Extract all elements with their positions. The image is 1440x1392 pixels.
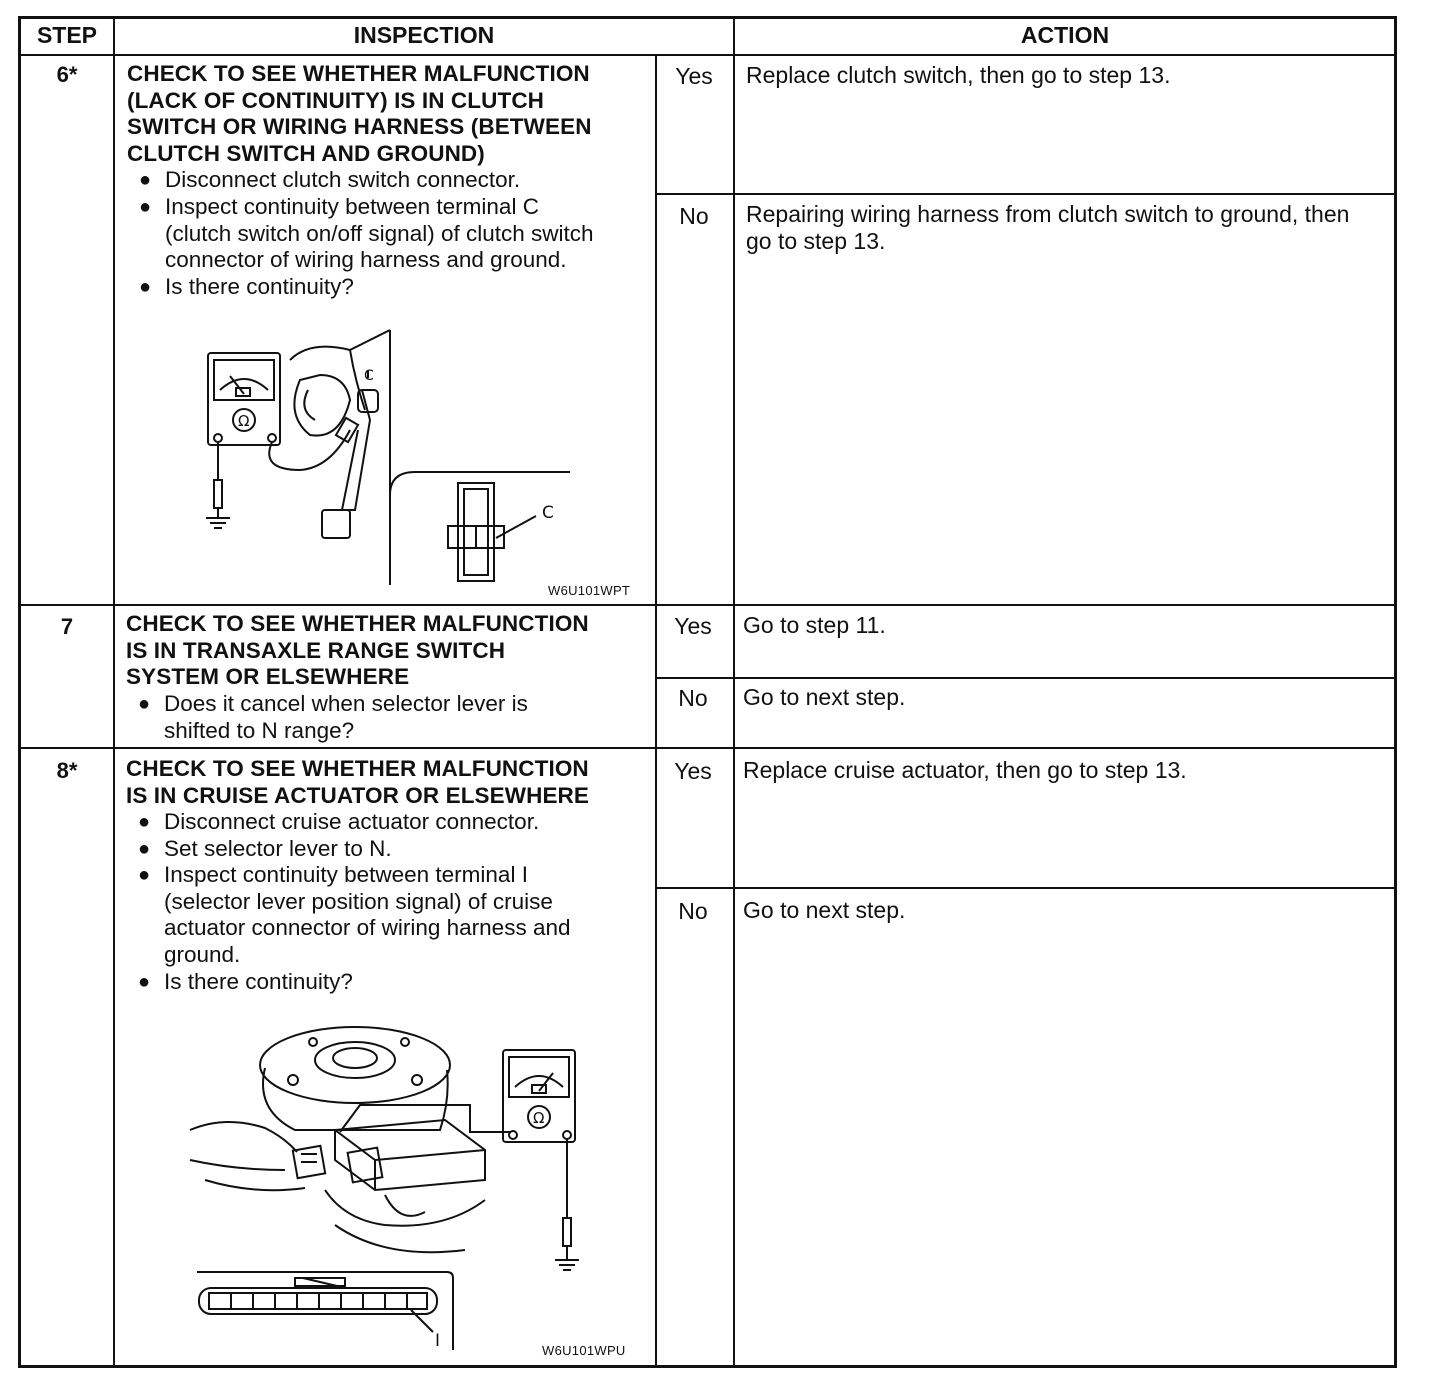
bullet-icon: ● [138,811,151,833]
inspection-bullet: ● Inspect continuity between terminal I (selector lever position signal) of cruise actuator connector of wiring harness and ground. [138,862,571,967]
terminal-c-label: C [542,503,554,523]
no-action: Repairing wiring harness from clutch switch to ground, then go to step 13. [746,201,1350,254]
inspection-title: CHECK TO SEE WHETHER MALFUNCTION (LACK OF CONTINUITY) IS IN CLUTCH SWITCH OR WIRING HARNESS (BETWEEN CLUTCH SWITCH AND GROUND) [127,61,592,166]
step-col-divider [113,16,115,1368]
yes-action: Go to step 11. [743,612,886,638]
inspection-bullet: ● Set selector lever to N. [138,836,392,861]
no-label: No [678,685,708,711]
bullet-icon: ● [139,169,152,191]
yes-label: Yes [674,613,712,639]
yes-no-divider-6 [656,193,1397,195]
cruise-actuator-illustration [185,1020,650,1350]
step-number: 6* [56,62,78,87]
inspection-title: CHECK TO SEE WHETHER MALFUNCTION IS IN CRUISE ACTUATOR OR ELSEWHERE [126,756,590,808]
bullet-icon: ● [138,838,151,860]
ohm-symbol: Ω [533,1109,545,1127]
header-action: ACTION [1020,22,1110,48]
yes-action: Replace clutch switch, then go to step 13. [746,62,1171,88]
inspection-bullet: ● Inspect continuity between terminal C (clutch switch on/off signal) of clutch switch connector of wiring harness and ground. [139,194,594,272]
header-step: STEP [36,22,98,48]
inspection-bullet: ● Disconnect cruise actuator connector. [138,809,540,834]
row-divider-6-7 [18,604,1397,606]
inspection-bullet: ● Disconnect clutch switch connector. [139,167,521,192]
bullet-icon: ● [138,971,151,993]
terminal-c-label: C [364,368,374,384]
step-number: 8* [56,758,78,783]
terminal-i-label: I [435,1331,441,1350]
inspection-action-divider [733,16,735,1368]
yes-no-divider-7 [656,677,1397,679]
no-action: Go to next step. [743,897,906,923]
inspection-bullet: ● Does it cancel when selector lever is shifted to N range? [138,691,528,743]
bullet-icon: ● [139,276,152,298]
figure-code: W6U101WPT [548,583,631,598]
row-divider-7-8 [18,747,1397,749]
no-action: Go to next step. [743,684,906,710]
yes-no-divider-8 [656,887,1397,889]
header-inspection: INSPECTION [353,22,495,48]
inspection-bullet: ● Is there continuity? [138,969,353,994]
inspection-title: CHECK TO SEE WHETHER MALFUNCTION IS IN TRANSAXLE RANGE SWITCH SYSTEM OR ELSEWHERE [126,611,589,689]
clutch-switch-illustration [190,320,650,600]
bullet-icon: ● [139,196,152,218]
bullet-icon: ● [138,864,151,886]
yes-label: Yes [674,758,712,784]
header-divider [18,54,1397,56]
bullet-icon: ● [138,693,151,715]
yes-label: Yes [675,63,713,89]
figure-code: W6U101WPU [542,1343,626,1358]
inspection-bullet: ● Is there continuity? [139,274,354,299]
no-label: No [678,898,708,924]
yes-action: Replace cruise actuator, then go to step 13. [743,757,1187,783]
ohm-symbol: Ω [238,412,250,430]
no-label: No [679,203,709,229]
step-number: 7 [60,614,74,639]
